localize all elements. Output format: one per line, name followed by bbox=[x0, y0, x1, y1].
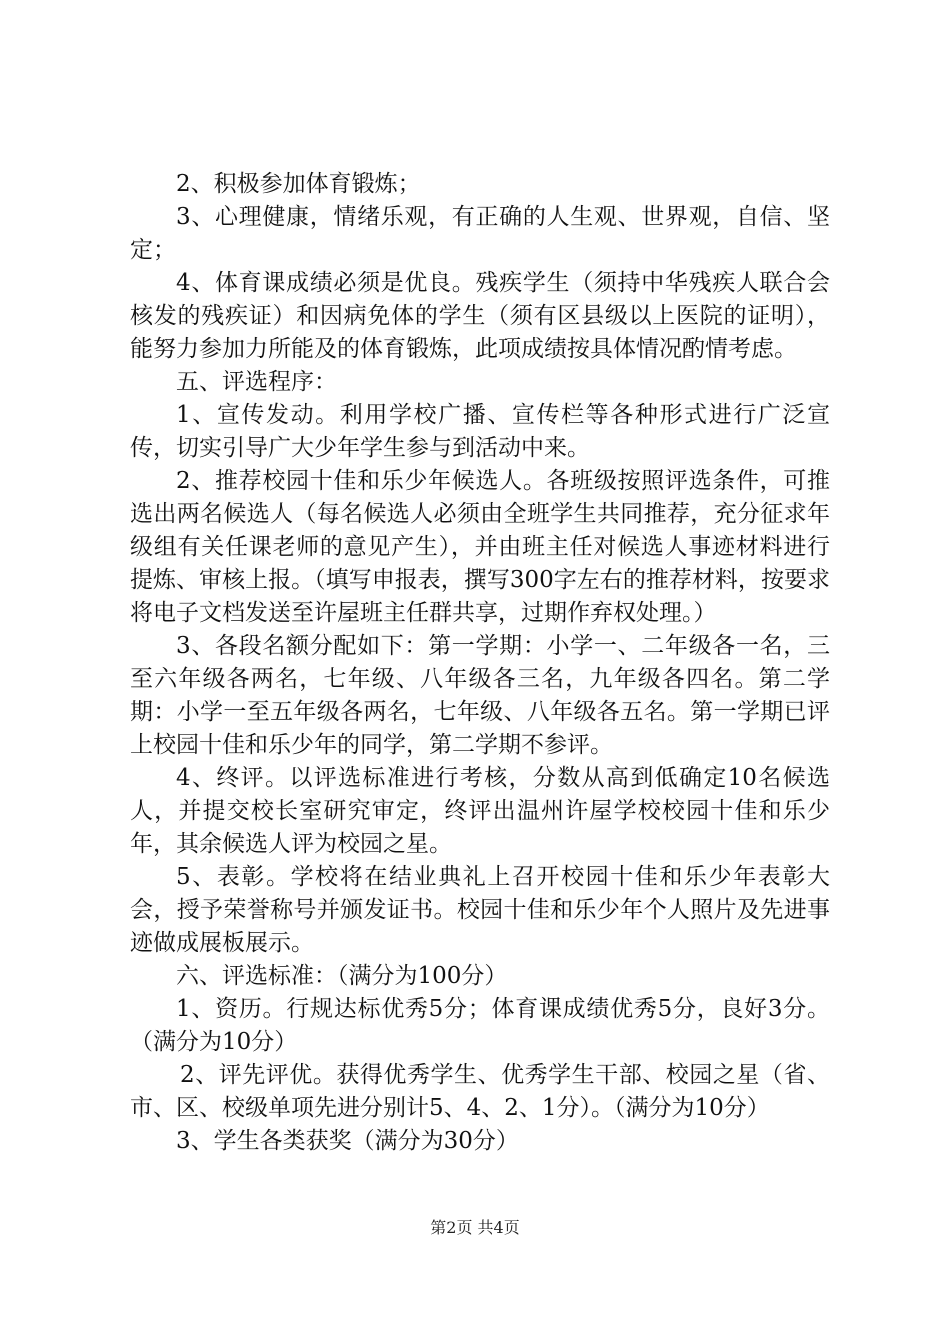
paragraph-standard-3: 3、学生各类获奖（满分为30分） bbox=[176, 1128, 519, 1154]
section-heading-selection-standards: 六、评选标准：（满分为100分） bbox=[176, 963, 508, 989]
paragraph-procedure-5: 5、表彰。学校将在结业典礼上召开校园十佳和乐少年表彰大会，授予荣誉称号并颁发证书。校园十佳和乐少年个人照片及先进事迹做成展板展示。 bbox=[130, 864, 830, 956]
paragraph-criterion-2: 2、积极参加体育锻炼； bbox=[176, 171, 421, 197]
paragraph-procedure-4: 4、终评。以评选标准进行考核，分数从高到低确定10名候选人，并提交校长室研究审定，终评出温州许屋学校校园十佳和乐少年，其余候选人评为校园之星。 bbox=[130, 765, 830, 857]
document-body bbox=[130, 168, 830, 1158]
paragraph-standard-1: 1、资历。行规达标优秀5分；体育课成绩优秀5分，良好3分。（满分为10分） bbox=[130, 996, 830, 1055]
paragraph-criterion-4: 4、体育课成绩必须是优良。残疾学生（须持中华残疾人联合会核发的残疾证）和因病免体的学生（须有区县级以上医院的证明），能努力参加力所能及的体育锻炼，此项成绩按具体情况酌情考虑。 bbox=[130, 270, 830, 362]
paragraph-standard-2: 2、评先评优。获得优秀学生、优秀学生干部、校园之星（省、市、区、校级单项先进分别计5、4、2、1分）。（满分为10分） bbox=[130, 1062, 830, 1121]
paragraph-criterion-3: 3、心理健康，情绪乐观，有正确的人生观、世界观，自信、坚定； bbox=[130, 204, 830, 263]
paragraph-procedure-3: 3、各段名额分配如下：第一学期：小学一、二年级各一名，三至六年级各两名，七年级、八年级各三名，九年级各四名。第二学期：小学一至五年级各两名，七年级、八年级各五名。第一学期已评上校园十佳和乐少年的同学，第二学期不参评。 bbox=[130, 633, 830, 758]
paragraph-procedure-1: 1、宣传发动。利用学校广播、宣传栏等各种形式进行广泛宣传，切实引导广大少年学生参与到活动中来。 bbox=[130, 402, 830, 461]
section-heading-selection-procedure: 五、评选程序： bbox=[176, 369, 337, 395]
paragraph-procedure-2: 2、推荐校园十佳和乐少年候选人。各班级按照评选条件，可推选出两名候选人（每名候选人必须由全班学生共同推荐，充分征求年级组有关任课老师的意见产生），并由班主任对候选人事迹材料进行提炼、审核上报。（填写申报表，撰写300字左右的推荐材料，按要求将电子文档发送至许屋班主任群共享，过期作弃权处理。） bbox=[130, 468, 830, 626]
page-number-footer: 第2页 共4页 bbox=[430, 1218, 520, 1237]
